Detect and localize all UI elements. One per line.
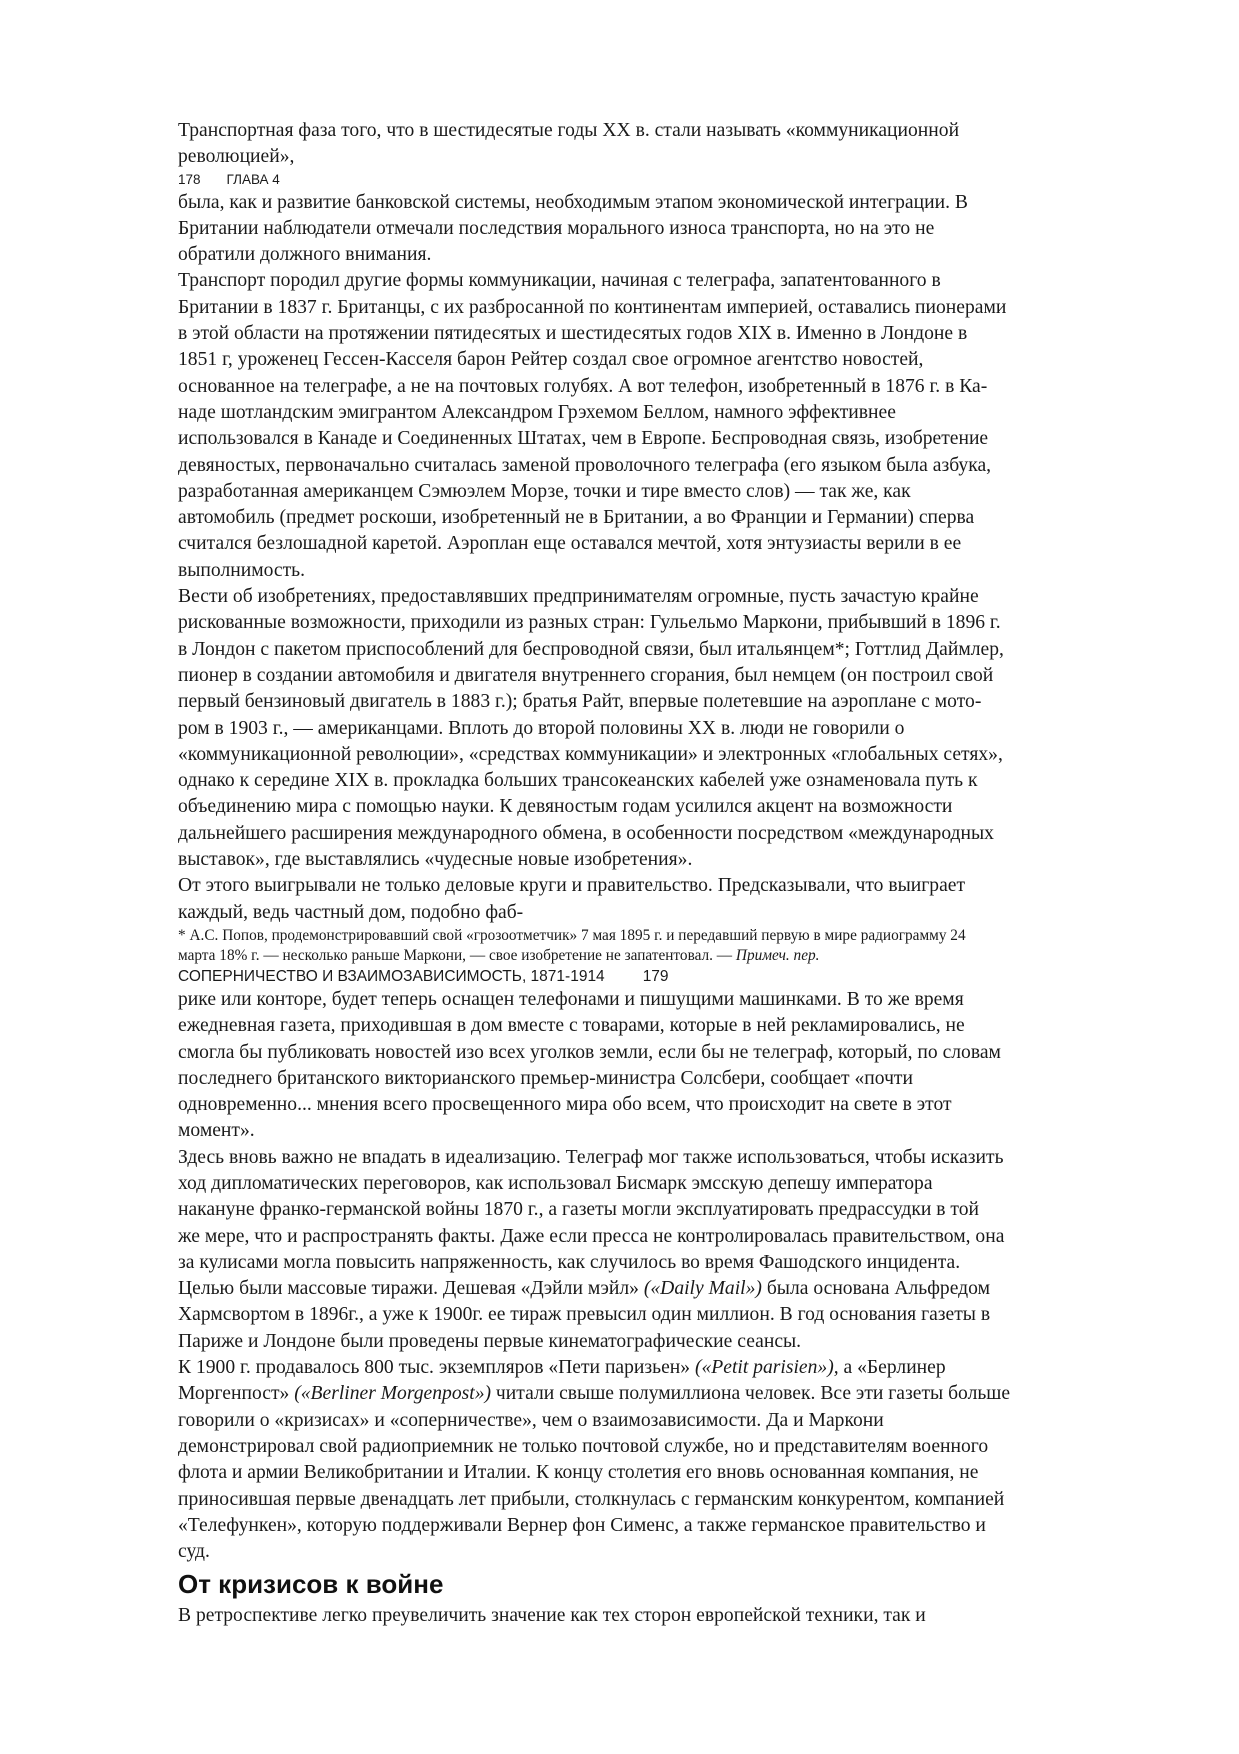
footnote-line: марта 18% г. — несколько раньше Маркони, — свое изобретение не запатентовал. — bbox=[178, 946, 736, 964]
text-line: Хармсвортом в 1896г., а уже к 1900г. ее тираж превысил один миллион. В год основания газеты в bbox=[178, 1304, 991, 1326]
footnote bbox=[178, 926, 1178, 966]
footnote-line: * А.С. Попов, продемонстрировавший свой «грозоотметчик» 7 мая 1895 г. и передавший первую в мире радиограмму 24 bbox=[178, 926, 966, 944]
chapter-title: СОПЕРНИЧЕСТВО И ВЗАИМОЗАВИСИМОСТЬ, 1871-1914 bbox=[178, 967, 605, 985]
text-line: Британии наблюдатели отмечали последствия морального износа транспорта, но на это не bbox=[178, 217, 935, 239]
italic-title: («Berliner Morgenpost») bbox=[294, 1383, 492, 1405]
text-line: суд. bbox=[178, 1541, 210, 1563]
section-heading: От кризисов к войне bbox=[178, 1569, 444, 1600]
text-line: Здесь вновь важно не впадать в идеализацию. Телеграф мог также использоваться, чтобы исказить bbox=[178, 1146, 1004, 1168]
text-line: каждый, ведь частный дом, подобно фаб- bbox=[178, 901, 524, 923]
text-line: флота и армии Великобритании и Италии. К концу столетия его вновь основанная компания, не bbox=[178, 1462, 979, 1484]
text-line: Париже и Лондоне были проведены первые кинематографические сеансы. bbox=[178, 1330, 802, 1352]
paragraph-6 bbox=[178, 1276, 1178, 1355]
text-line: в Лондон с пакетом приспособлений для беспроводной связи, был итальянцем*; Готтлид Даймлер, bbox=[178, 638, 1004, 660]
text-line: пионер в создании автомобиля и двигателя внутреннего сгорания, был немцем (он построил свой bbox=[178, 664, 994, 686]
page-number: 179 bbox=[642, 967, 669, 985]
text-line: революцией», bbox=[178, 146, 295, 168]
text-line: ход дипломатических переговоров, как использовал Бисмарк эмсскую депешу императора bbox=[178, 1172, 933, 1194]
paragraph-3 bbox=[178, 584, 1178, 873]
text-line: В ретроспективе легко преувеличить значение как тех сторон европейской техники, так и bbox=[178, 1605, 926, 1627]
text-line: наде шотландским эмигрантом Александром Грэхемом Беллом, намного эффективнее bbox=[178, 401, 896, 423]
paragraph-1 bbox=[178, 118, 1178, 171]
text-line: Вести об изобретениях, предоставлявших предпринимателям огромные, пусть зачастую крайне bbox=[178, 586, 979, 608]
document-page bbox=[178, 118, 1178, 1630]
chapter-label: ГЛАВА 4 bbox=[226, 171, 280, 187]
footnote-editor-note: Примеч. пер. bbox=[735, 946, 820, 964]
text-line: за кулисами могла повысить напряженность, как случилось во время Фашодского инцидента. bbox=[178, 1251, 961, 1273]
text-line: была, как и развитие банковской системы, необходимым этапом экономической интеграции. В bbox=[178, 191, 968, 213]
text-line: одновременно... мнения всего просвещенного мира обо всем, что происходит на свете в этот bbox=[178, 1094, 952, 1116]
text-line: основанное на телеграфе, а не на почтовых голубях. А вот телефон, изобретенный в 1876 г. в Ка- bbox=[178, 375, 988, 397]
text-line: ром в 1903 г., — американцами. Вплоть до второй половины XX в. люди не говорили о bbox=[178, 717, 905, 739]
text-line: использовался в Канаде и Соединенных Штатах, чем в Европе. Беспроводная связь, изобретение bbox=[178, 428, 989, 450]
text-line: первый бензиновый двигатель в 1883 г.); братья Райт, впервые полетевшие на аэроплане с мото- bbox=[178, 691, 982, 713]
paragraph-7 bbox=[178, 1355, 1178, 1565]
paragraph-5 bbox=[178, 1145, 1178, 1276]
text-line: разработанная американцем Сэмюэлем Морзе, точки и тире вместо слов) — так же, как bbox=[178, 480, 911, 502]
text-line: приносившая первые двенадцать лет прибыли, столкнулась с германским конкурентом, компанией bbox=[178, 1488, 1005, 1510]
text-line: в этой области на протяжении пятидесятых и шестидесятых годов XIX в. Именно в Лондоне в bbox=[178, 323, 968, 345]
text-line: Британии в 1837 г. Британцы, с их разбросанной по континентам империей, оставались пионерами bbox=[178, 296, 1007, 318]
text-line: а «Берлинер bbox=[838, 1357, 946, 1379]
text-line: смогла бы публиковать новостей изо всех уголков земли, если бы не телеграф, который, по словам bbox=[178, 1041, 1001, 1063]
paragraph-4 bbox=[178, 873, 1178, 926]
text-line: «коммуникационной революции», «средствах коммуникации» и электронных «глобальных сетях», bbox=[178, 743, 1003, 765]
text-line: автомобиль (предмет роскоши, изобретенный не в Британии, а во Франции и Германии) сперва bbox=[178, 507, 975, 529]
italic-title: («Petit parisien»), bbox=[694, 1357, 839, 1379]
text-line: момент». bbox=[178, 1120, 255, 1142]
text-line: говорили о «кризисах» и «соперничестве», чем о взаимозависимости. Да и Маркони bbox=[178, 1409, 884, 1431]
paragraph-8 bbox=[178, 1603, 1178, 1629]
text-line: Транспорт породил другие формы коммуникации, начиная с телеграфа, запатентованного в bbox=[178, 270, 941, 292]
text-line: Целью были массовые тиражи. Дешевая «Дэйли мэйл» bbox=[178, 1278, 644, 1300]
text-line: же мере, что и распространять факты. Даже если пресса не контролировалась правительством, она bbox=[178, 1225, 1005, 1247]
text-line: накануне франко-германской войны 1870 г., а газеты могли эксплуатировать предрассудки в той bbox=[178, 1199, 979, 1221]
text-line: выставок», где выставлялись «чудесные новые изобретения». bbox=[178, 849, 693, 871]
text-line: читали свыше полумиллиона человек. Все эти газеты больше bbox=[491, 1383, 1011, 1405]
text-line: обратили должного внимания. bbox=[178, 244, 432, 266]
text-line: рискованные возможности, приходили из разных стран: Гульельмо Маркони, прибывший в 1896 г. bbox=[178, 612, 1001, 634]
text-line: ежедневная газета, приходившая в дом вместе с товарами, которые в ней рекламировались, не bbox=[178, 1015, 965, 1037]
text-line: «Телефункен», которую поддерживали Вернер фон Сименс, а также германское правительство и bbox=[178, 1514, 986, 1536]
page-number: 178 bbox=[178, 171, 201, 187]
text-line: последнего британского викторианского премьер-министра Солсбери, сообщает «почти bbox=[178, 1067, 913, 1089]
text-line: однако к середине XIX в. прокладка больших трансокеанских кабелей уже ознаменовала путь к bbox=[178, 770, 978, 792]
text-line: От этого выигрывали не только деловые круги и правительство. Предсказывали, что выиграет bbox=[178, 875, 966, 897]
text-line: Моргенпост» bbox=[178, 1383, 295, 1405]
text-line: объединению мира с помощью науки. К девяностым годам усилился акцент на возможности bbox=[178, 796, 953, 818]
paragraph-2 bbox=[178, 268, 1178, 584]
text-line: дальнейшего расширения международного обмена, в особенности посредством «международных bbox=[178, 822, 994, 844]
italic-title: («Daily Mail») bbox=[643, 1278, 762, 1300]
text-line: девяностых, первоначально считалась заменой проволочного телеграфа (его языком была азбука, bbox=[178, 454, 992, 476]
text-line: считался безлошадной каретой. Аэроплан еще оставался мечтой, хотя энтузиасты верили в ее bbox=[178, 533, 962, 555]
text-line: выполнимость. bbox=[178, 559, 305, 581]
text-line: была основана Альфредом bbox=[761, 1278, 990, 1300]
running-header bbox=[178, 172, 1178, 188]
text-line: 1851 г, уроженец Гессен-Касселя барон Рейтер создал свое огромное агентство новостей, bbox=[178, 349, 924, 371]
text-line: рике или конторе, будет теперь оснащен телефонами и пишущими машинками. В то же время bbox=[178, 988, 964, 1010]
text-line: демонстрировал свой радиоприемник не только почтовой службе, но и представителям военного bbox=[178, 1435, 989, 1457]
text-line: Транспортная фаза того, что в шестидесятые годы XX в. стали называть «коммуникационной bbox=[178, 120, 960, 141]
paragraph-4-continued bbox=[178, 987, 1178, 1145]
paragraph-1-continued bbox=[178, 190, 1178, 269]
text-line: К 1900 г. продавалось 800 тыс. экземпляров «Пети паризьен» bbox=[178, 1357, 695, 1379]
running-header bbox=[178, 967, 1178, 987]
